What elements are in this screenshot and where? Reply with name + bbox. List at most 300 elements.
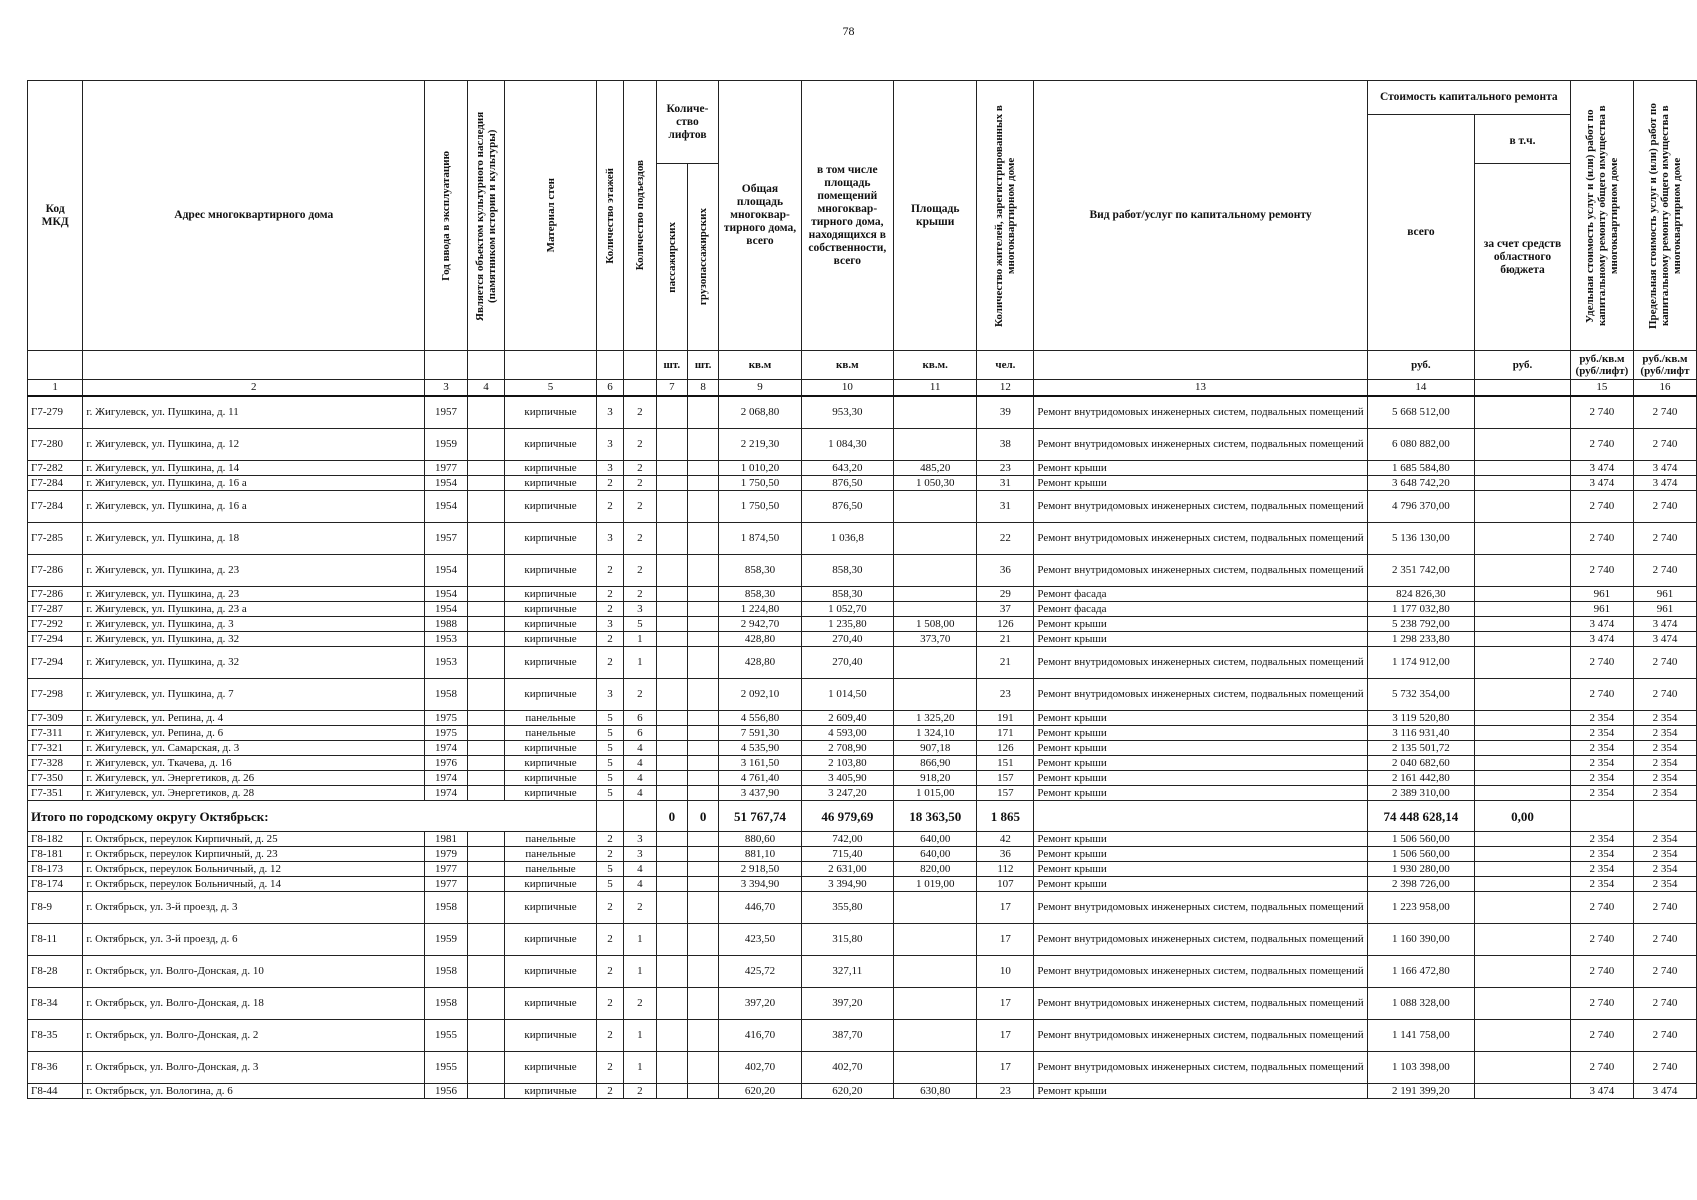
cell-work: Ремонт крыши <box>1034 756 1367 771</box>
cell-heritage <box>467 476 504 491</box>
col-number: 4 <box>467 380 504 397</box>
cell-max-cost: 2 740 <box>1633 1020 1696 1052</box>
table-body-zhigulevsk <box>28 396 1697 801</box>
table-row <box>28 617 1697 632</box>
cell-entrances: 3 <box>624 832 657 847</box>
cell-heritage <box>467 429 504 461</box>
cell-address: г. Октябрьск, ул. 3-й проезд, д. 6 <box>83 924 425 956</box>
cell-lifts-cargo <box>687 679 718 711</box>
cell-work: Ремонт крыши <box>1034 786 1367 801</box>
cell-residents: 17 <box>977 892 1034 924</box>
cell-unit-cost: 2 354 <box>1570 711 1633 726</box>
cell-entrances: 4 <box>624 877 657 892</box>
cell-wall: кирпичные <box>505 647 597 679</box>
cell-cost-total: 1 174 912,00 <box>1367 647 1474 679</box>
table-row <box>28 786 1697 801</box>
cell-entrances: 2 <box>624 396 657 429</box>
cell-cost-total: 5 136 130,00 <box>1367 523 1474 555</box>
cell-lifts-cargo <box>687 924 718 956</box>
cell-residents: 17 <box>977 1052 1034 1084</box>
header-lifts-cargo <box>687 164 718 351</box>
table-row <box>28 726 1697 741</box>
total-empty <box>624 801 657 832</box>
col-number: 14 <box>1367 380 1474 397</box>
cell-max-cost: 3 474 <box>1633 461 1696 476</box>
col-number: 8 <box>687 380 718 397</box>
cell-code: Г8-11 <box>28 924 83 956</box>
cell-area-owned: 1 052,70 <box>801 602 893 617</box>
table-row <box>28 555 1697 587</box>
cell-work: Ремонт крыши <box>1034 726 1367 741</box>
cell-work: Ремонт крыши <box>1034 877 1367 892</box>
header-unit-cost-text: Удельная стоимость услуг и (или) работ по капитальному ремонту общего имущества в многоквартирном доме <box>1583 105 1620 326</box>
cell-lifts-pass <box>656 396 687 429</box>
cell-roof: 485,20 <box>893 461 977 476</box>
cell-heritage <box>467 1020 504 1052</box>
cell-lifts-pass <box>656 862 687 877</box>
table-row <box>28 476 1697 491</box>
header-floors <box>596 81 623 351</box>
cell-max-cost: 2 740 <box>1633 988 1696 1020</box>
cell-cost-total: 6 080 882,00 <box>1367 429 1474 461</box>
cell-heritage <box>467 491 504 523</box>
cell-floors: 5 <box>596 771 623 786</box>
cell-max-cost: 2 354 <box>1633 877 1696 892</box>
cell-cost-budget <box>1475 892 1571 924</box>
cell-residents: 21 <box>977 647 1034 679</box>
cell-cost-total: 1 506 560,00 <box>1367 832 1474 847</box>
header-lifts-pass <box>656 164 687 351</box>
table-header <box>28 81 1697 397</box>
column-numbers-row <box>28 380 1697 397</box>
cell-wall: кирпичные <box>505 523 597 555</box>
cell-floors: 3 <box>596 679 623 711</box>
total-roof: 18 363,50 <box>893 801 977 832</box>
cell-wall: кирпичные <box>505 1052 597 1084</box>
cell-area-total: 4 761,40 <box>719 771 801 786</box>
cell-heritage <box>467 741 504 756</box>
cell-address: г. Октябрьск, переулок Больничный, д. 12 <box>83 862 425 877</box>
cell-year: 1959 <box>425 924 468 956</box>
cell-entrances: 4 <box>624 756 657 771</box>
cell-roof <box>893 429 977 461</box>
cell-address: г. Жигулевск, ул. Репина, д. 4 <box>83 711 425 726</box>
cell-heritage <box>467 711 504 726</box>
unit-cost-total: руб. <box>1367 351 1474 380</box>
cell-area-owned: 355,80 <box>801 892 893 924</box>
cell-wall: кирпичные <box>505 756 597 771</box>
cell-code: Г7-285 <box>28 523 83 555</box>
cell-heritage <box>467 523 504 555</box>
cell-area-owned: 3 394,90 <box>801 877 893 892</box>
cell-area-total: 397,20 <box>719 988 801 1020</box>
cell-area-total: 2 918,50 <box>719 862 801 877</box>
unit-cost-budget: руб. <box>1475 351 1571 380</box>
cell-lifts-pass <box>656 786 687 801</box>
cell-max-cost: 2 740 <box>1633 1052 1696 1084</box>
cell-max-cost: 2 740 <box>1633 647 1696 679</box>
cell-cost-total: 1 223 958,00 <box>1367 892 1474 924</box>
total-empty <box>1034 801 1367 832</box>
cell-code: Г7-292 <box>28 617 83 632</box>
cell-address: г. Жигулевск, ул. Пушкина, д. 23 <box>83 555 425 587</box>
cell-unit-cost: 3 474 <box>1570 1084 1633 1099</box>
cell-area-owned: 715,40 <box>801 847 893 862</box>
cell-wall: кирпичные <box>505 741 597 756</box>
table-row <box>28 847 1697 862</box>
table-row <box>28 587 1697 602</box>
unit-area-owned: кв.м <box>801 351 893 380</box>
cell-lifts-cargo <box>687 892 718 924</box>
table-row <box>28 862 1697 877</box>
cell-cost-total: 1 685 584,80 <box>1367 461 1474 476</box>
cell-work: Ремонт внутридомовых инженерных систем, подвальных помещений <box>1034 892 1367 924</box>
cell-roof <box>893 396 977 429</box>
unit-cell <box>467 351 504 380</box>
cell-cost-total: 2 191 399,20 <box>1367 1084 1474 1099</box>
cell-residents: 42 <box>977 832 1034 847</box>
cell-year: 1981 <box>425 832 468 847</box>
cell-residents: 126 <box>977 617 1034 632</box>
total-cost: 74 448 628,14 <box>1367 801 1474 832</box>
cell-heritage <box>467 1084 504 1099</box>
cell-code: Г8-34 <box>28 988 83 1020</box>
cell-address: г. Октябрьск, переулок Больничный, д. 14 <box>83 877 425 892</box>
cell-area-total: 2 068,80 <box>719 396 801 429</box>
cell-roof <box>893 523 977 555</box>
cell-residents: 31 <box>977 491 1034 523</box>
col-number: 12 <box>977 380 1034 397</box>
cell-year: 1975 <box>425 726 468 741</box>
cell-floors: 3 <box>596 617 623 632</box>
cell-residents: 107 <box>977 877 1034 892</box>
header-floors-text: Количество этажей <box>603 167 616 264</box>
header-code: Код МКД <box>28 81 83 351</box>
cell-unit-cost: 2 740 <box>1570 491 1633 523</box>
cell-lifts-pass <box>656 429 687 461</box>
cell-cost-budget <box>1475 396 1571 429</box>
cell-cost-budget <box>1475 476 1571 491</box>
cell-cost-total: 2 161 442,80 <box>1367 771 1474 786</box>
cell-code: Г8-35 <box>28 1020 83 1052</box>
cell-work: Ремонт крыши <box>1034 1084 1367 1099</box>
cell-heritage <box>467 877 504 892</box>
cell-heritage <box>467 726 504 741</box>
cell-year: 1958 <box>425 988 468 1020</box>
cell-address: г. Жигулевск, ул. Пушкина, д. 32 <box>83 632 425 647</box>
cell-roof <box>893 1052 977 1084</box>
cell-cost-budget <box>1475 711 1571 726</box>
cell-lifts-pass <box>656 988 687 1020</box>
cell-entrances: 1 <box>624 956 657 988</box>
cell-max-cost: 2 740 <box>1633 892 1696 924</box>
total-label: Итого по городскому округу Октябрьск: <box>28 801 597 832</box>
cell-lifts-cargo <box>687 832 718 847</box>
cell-residents: 29 <box>977 587 1034 602</box>
cell-lifts-pass <box>656 892 687 924</box>
unit-cell <box>624 351 657 380</box>
cell-lifts-cargo <box>687 647 718 679</box>
cell-max-cost: 2 354 <box>1633 771 1696 786</box>
cell-max-cost: 2 740 <box>1633 956 1696 988</box>
cell-code: Г7-286 <box>28 587 83 602</box>
cell-roof <box>893 956 977 988</box>
cell-entrances: 4 <box>624 862 657 877</box>
cell-wall: кирпичные <box>505 771 597 786</box>
cell-cost-total: 1 506 560,00 <box>1367 847 1474 862</box>
cell-entrances: 1 <box>624 632 657 647</box>
cell-entrances: 2 <box>624 1084 657 1099</box>
cell-code: Г7-294 <box>28 632 83 647</box>
col-number: 15 <box>1570 380 1633 397</box>
table-body-oktyabrsk <box>28 832 1697 1099</box>
cell-area-total: 1 224,80 <box>719 602 801 617</box>
cell-max-cost: 2 740 <box>1633 429 1696 461</box>
cell-floors: 2 <box>596 476 623 491</box>
cell-residents: 157 <box>977 771 1034 786</box>
cell-year: 1957 <box>425 396 468 429</box>
cell-wall: кирпичные <box>505 555 597 587</box>
cell-roof <box>893 988 977 1020</box>
cell-work: Ремонт крыши <box>1034 771 1367 786</box>
cell-floors: 2 <box>596 555 623 587</box>
cell-unit-cost: 2 740 <box>1570 924 1633 956</box>
cell-code: Г7-351 <box>28 786 83 801</box>
cell-lifts-cargo <box>687 1052 718 1084</box>
cell-year: 1953 <box>425 647 468 679</box>
cell-heritage <box>467 461 504 476</box>
header-year <box>425 81 468 351</box>
cell-lifts-cargo <box>687 1084 718 1099</box>
cell-heritage <box>467 924 504 956</box>
cell-year: 1955 <box>425 1052 468 1084</box>
cell-cost-total: 1 166 472,80 <box>1367 956 1474 988</box>
cell-wall: кирпичные <box>505 476 597 491</box>
cell-max-cost: 2 740 <box>1633 396 1696 429</box>
cell-entrances: 2 <box>624 523 657 555</box>
cell-work: Ремонт внутридомовых инженерных систем, подвальных помещений <box>1034 1020 1367 1052</box>
cell-cost-total: 5 732 354,00 <box>1367 679 1474 711</box>
col-number: 1 <box>28 380 83 397</box>
cell-area-owned: 270,40 <box>801 632 893 647</box>
cell-work: Ремонт крыши <box>1034 617 1367 632</box>
total-area: 51 767,74 <box>719 801 801 832</box>
cell-lifts-pass <box>656 847 687 862</box>
cell-wall: кирпичные <box>505 1084 597 1099</box>
cell-cost-budget <box>1475 786 1571 801</box>
unit-cell <box>505 351 597 380</box>
cell-lifts-cargo <box>687 476 718 491</box>
cell-residents: 38 <box>977 429 1034 461</box>
cell-work: Ремонт крыши <box>1034 476 1367 491</box>
cell-area-total: 858,30 <box>719 555 801 587</box>
table-row <box>28 1084 1697 1099</box>
cell-lifts-cargo <box>687 988 718 1020</box>
cell-lifts-pass <box>656 632 687 647</box>
cell-floors: 2 <box>596 1020 623 1052</box>
cell-wall: кирпичные <box>505 956 597 988</box>
cell-area-owned: 3 405,90 <box>801 771 893 786</box>
cell-max-cost: 2 354 <box>1633 862 1696 877</box>
cell-wall: кирпичные <box>505 877 597 892</box>
cell-work: Ремонт внутридомовых инженерных систем, подвальных помещений <box>1034 429 1367 461</box>
cell-area-owned: 876,50 <box>801 491 893 523</box>
cell-roof <box>893 587 977 602</box>
cell-entrances: 2 <box>624 988 657 1020</box>
cell-residents: 126 <box>977 741 1034 756</box>
cell-lifts-cargo <box>687 877 718 892</box>
total-owned: 46 979,69 <box>801 801 893 832</box>
cell-unit-cost: 2 740 <box>1570 396 1633 429</box>
cell-address: г. Жигулевск, ул. Пушкина, д. 16 а <box>83 491 425 523</box>
header-lifts-group: Количе-ство лифтов <box>656 81 719 164</box>
header-max-cost-text: Предельная стоимость услуг и (или) работ по капитальному ремонту общего имущества в многоквартирном доме <box>1646 102 1683 329</box>
cell-heritage <box>467 847 504 862</box>
cell-area-owned: 387,70 <box>801 1020 893 1052</box>
col-number <box>1475 380 1571 397</box>
cell-entrances: 4 <box>624 786 657 801</box>
cell-lifts-cargo <box>687 461 718 476</box>
cell-area-owned: 953,30 <box>801 396 893 429</box>
cell-code: Г7-284 <box>28 491 83 523</box>
table-row <box>28 988 1697 1020</box>
cell-max-cost: 2 740 <box>1633 555 1696 587</box>
cell-area-owned: 620,20 <box>801 1084 893 1099</box>
cell-code: Г8-173 <box>28 862 83 877</box>
cell-residents: 17 <box>977 1020 1034 1052</box>
cell-entrances: 2 <box>624 461 657 476</box>
total-empty <box>1570 801 1633 832</box>
cell-cost-total: 3 648 742,20 <box>1367 476 1474 491</box>
cell-address: г. Жигулевск, ул. Энергетиков, д. 26 <box>83 771 425 786</box>
cell-code: Г7-286 <box>28 555 83 587</box>
header-heritage-text: Является объектом культурного наследия (памятником истории и культуры) <box>474 110 498 321</box>
cell-unit-cost: 961 <box>1570 602 1633 617</box>
cell-lifts-pass <box>656 617 687 632</box>
cell-lifts-pass <box>656 647 687 679</box>
cell-residents: 17 <box>977 924 1034 956</box>
total-empty <box>596 801 623 832</box>
cell-heritage <box>467 396 504 429</box>
col-number <box>624 380 657 397</box>
cell-cost-budget <box>1475 587 1571 602</box>
cell-roof: 918,20 <box>893 771 977 786</box>
cell-cost-budget <box>1475 1084 1571 1099</box>
cell-floors: 5 <box>596 756 623 771</box>
cell-floors: 2 <box>596 892 623 924</box>
unit-cell <box>425 351 468 380</box>
cell-address: г. Жигулевск, ул. Пушкина, д. 23 а <box>83 602 425 617</box>
cell-address: г. Октябрьск, ул. Волго-Донская, д. 2 <box>83 1020 425 1052</box>
cell-cost-budget <box>1475 847 1571 862</box>
cell-wall: панельные <box>505 832 597 847</box>
cell-area-total: 620,20 <box>719 1084 801 1099</box>
cell-code: Г8-44 <box>28 1084 83 1099</box>
cell-year: 1979 <box>425 847 468 862</box>
cell-area-owned: 397,20 <box>801 988 893 1020</box>
cell-roof: 640,00 <box>893 847 977 862</box>
cell-cost-total: 824 826,30 <box>1367 587 1474 602</box>
cell-code: Г8-9 <box>28 892 83 924</box>
cell-lifts-cargo <box>687 756 718 771</box>
cell-residents: 112 <box>977 862 1034 877</box>
cell-lifts-cargo <box>687 862 718 877</box>
cell-area-owned: 270,40 <box>801 647 893 679</box>
cell-area-total: 428,80 <box>719 632 801 647</box>
col-number: 3 <box>425 380 468 397</box>
table-row <box>28 1052 1697 1084</box>
cell-wall: кирпичные <box>505 1020 597 1052</box>
page-number: 78 <box>842 24 855 38</box>
header-cost-total: всего <box>1367 115 1474 351</box>
table-row <box>28 647 1697 679</box>
cell-area-total: 4 556,80 <box>719 711 801 726</box>
cell-max-cost: 2 354 <box>1633 847 1696 862</box>
cell-max-cost: 2 354 <box>1633 832 1696 847</box>
cell-heritage <box>467 617 504 632</box>
cell-roof: 630,80 <box>893 1084 977 1099</box>
cell-entrances: 4 <box>624 771 657 786</box>
cell-year: 1976 <box>425 756 468 771</box>
cell-floors: 3 <box>596 461 623 476</box>
cell-cost-total: 3 119 520,80 <box>1367 711 1474 726</box>
cell-lifts-cargo <box>687 726 718 741</box>
cell-cost-budget <box>1475 756 1571 771</box>
cell-work: Ремонт внутридомовых инженерных систем, подвальных помещений <box>1034 523 1367 555</box>
cell-lifts-cargo <box>687 711 718 726</box>
cell-wall: кирпичные <box>505 679 597 711</box>
cell-unit-cost: 2 354 <box>1570 771 1633 786</box>
cell-code: Г7-309 <box>28 711 83 726</box>
cell-entrances: 2 <box>624 491 657 523</box>
cell-roof: 907,18 <box>893 741 977 756</box>
cell-heritage <box>467 988 504 1020</box>
cell-entrances: 2 <box>624 892 657 924</box>
cell-roof: 373,70 <box>893 632 977 647</box>
cell-lifts-cargo <box>687 786 718 801</box>
table-row <box>28 956 1697 988</box>
cell-wall: кирпичные <box>505 617 597 632</box>
cell-area-total: 423,50 <box>719 924 801 956</box>
cell-residents: 23 <box>977 1084 1034 1099</box>
cell-cost-budget <box>1475 647 1571 679</box>
cell-max-cost: 2 740 <box>1633 679 1696 711</box>
cell-cost-budget <box>1475 679 1571 711</box>
cell-year: 1956 <box>425 1084 468 1099</box>
cell-max-cost: 2 740 <box>1633 523 1696 555</box>
cell-residents: 39 <box>977 396 1034 429</box>
cell-area-total: 881,10 <box>719 847 801 862</box>
cell-cost-total: 4 796 370,00 <box>1367 491 1474 523</box>
cell-roof: 1 325,20 <box>893 711 977 726</box>
header-lifts-pass-text: пассажирских <box>665 221 678 293</box>
cell-residents: 23 <box>977 461 1034 476</box>
cell-floors: 3 <box>596 396 623 429</box>
cell-cost-total: 2 135 501,72 <box>1367 741 1474 756</box>
cell-unit-cost: 2 740 <box>1570 679 1633 711</box>
cell-max-cost: 2 354 <box>1633 711 1696 726</box>
table-row <box>28 491 1697 523</box>
cell-roof: 866,90 <box>893 756 977 771</box>
cell-unit-cost: 2 354 <box>1570 756 1633 771</box>
header-area-total: Общая площадь многоквар-тирного дома, всего <box>719 81 801 351</box>
cell-year: 1954 <box>425 602 468 617</box>
cell-lifts-pass <box>656 523 687 555</box>
cell-year: 1974 <box>425 741 468 756</box>
cell-work: Ремонт внутридомовых инженерных систем, подвальных помещений <box>1034 988 1367 1020</box>
cell-cost-total: 3 116 931,40 <box>1367 726 1474 741</box>
cell-cost-budget <box>1475 1020 1571 1052</box>
